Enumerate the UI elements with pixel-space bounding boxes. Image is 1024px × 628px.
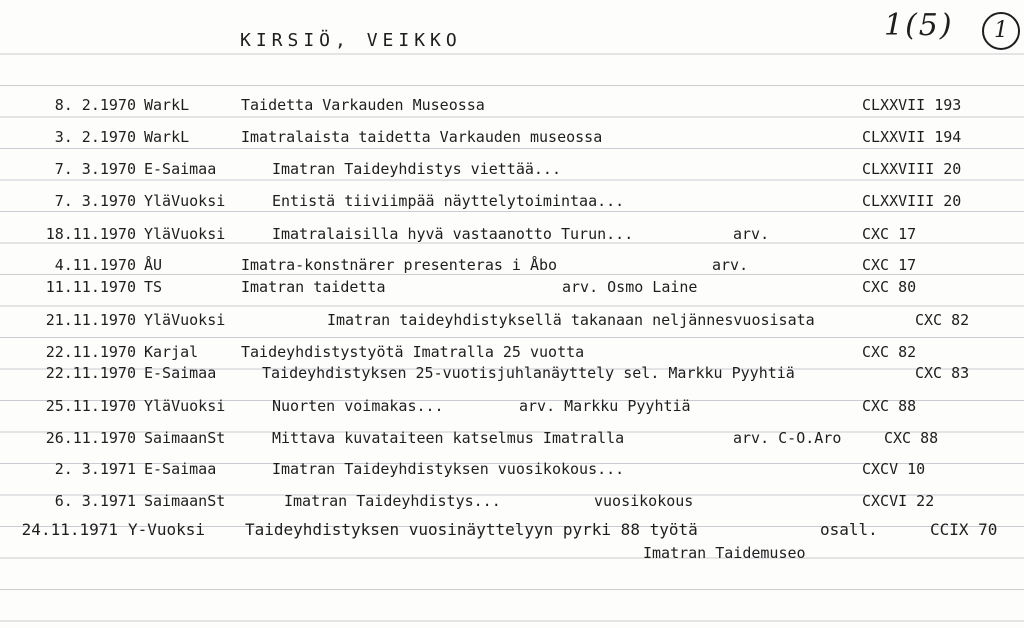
entry-source: YläVuoksi [144,397,226,415]
entry-date: 4.11.1970 [54,256,136,274]
entry-title: Imatran Taideyhdistyksen vuosikokous... [272,460,625,478]
entry-reference: CXC 80 [862,278,917,296]
entry-source: SaimaanSt [144,429,226,447]
entry-source: Karjal [144,343,199,361]
card-title: KIRSIÖ, VEIKKO [240,30,462,51]
entry-reference: CXC 83 [915,364,970,382]
entry-reference: CXC 88 [862,397,917,415]
entry-row [0,460,1024,484]
entry-note: osall. [820,520,878,539]
entry-date: 7. 3.1970 [54,160,136,178]
entry-source: YläVuoksi [144,311,226,329]
entry-row [0,160,1024,184]
entry-reference: CLXXVIII 20 [862,192,962,210]
entry-row [0,96,1024,120]
entry-row [0,278,1024,302]
entry-reference: CXCV 10 [862,460,926,478]
entry-date: 26.11.1970 [45,429,136,447]
entry-title: Taideyhdistyksen 25-vuotisjuhlanäyttely sel. Markku Pyyhtiä [262,364,795,382]
entry-reference: CXC 82 [915,311,970,329]
entry-reference: CLXXVII 194 [862,128,962,146]
entry-title: Taideyhdistyksen vuosinäyttelyyn pyrki 88 työtä [245,520,698,539]
entry-row [0,256,1024,280]
entry-title: Imatran Taideyhdistys... [284,492,501,510]
entry-date: 24.11.1971 [21,520,118,539]
entry-date: 7. 3.1970 [54,192,136,210]
entry-source: E-Saimaa [144,160,217,178]
entry-title: Imatran taideyhdistyksellä takanaan neljännesvuosisata [327,311,815,329]
entry-title: Imatralaisilla hyvä vastaanotto Turun... [272,225,634,243]
entry-reference: CXC 82 [862,343,917,361]
entry-row [0,520,1024,544]
entry-row [0,192,1024,216]
entry-note: arv. C-O.Aro [733,429,842,447]
entry-title: Taideyhdistystyötä Imatralla 25 vuotta [241,343,585,361]
entry-source: YläVuoksi [144,192,226,210]
entry-reference: CLXXVII 193 [862,96,962,114]
entry-source: WarkL [144,96,190,114]
entry-row [0,225,1024,249]
entry-date: 22.11.1970 [45,343,136,361]
entry-source: Y-Vuoksi [128,520,206,539]
entry-row [0,128,1024,152]
entry-date: 2. 3.1971 [54,460,136,478]
entry-row [0,397,1024,421]
entry-source: WarkL [144,128,190,146]
entry-title: Imatralaista taidetta Varkauden museossa [241,128,603,146]
entry-note: arv. Osmo Laine [562,278,698,296]
entry-date: 18.11.1970 [45,225,136,243]
entry-note: arv. Markku Pyyhtiä [519,397,691,415]
entry-note: arv. [733,225,770,243]
entry-date: 25.11.1970 [45,397,136,415]
entry-row [0,429,1024,453]
entry-date: 8. 2.1970 [54,96,136,114]
entry-reference: CXC 88 [884,429,939,447]
circled-number-mark: 1 [982,12,1020,50]
entry-reference: CLXXVIII 20 [862,160,962,178]
entry-row [0,364,1024,388]
entry-note: vuosikokous [594,492,694,510]
entry-source: ÅU [144,256,163,274]
entry-reference: CXC 17 [862,256,917,274]
entry-title: Imatran Taideyhdistys viettää... [272,160,561,178]
footer-note: Imatran Taidemuseo [643,544,806,562]
entry-source: E-Saimaa [144,460,217,478]
entry-title: Nuorten voimakas... [272,397,444,415]
entry-row [0,311,1024,335]
entry-reference: CCIX 70 [930,520,998,539]
entry-note: arv. [712,256,749,274]
entry-row [0,492,1024,516]
entry-date: 22.11.1970 [45,364,136,382]
entry-title: Entistä tiiviimpää näyttelytoimintaa... [272,192,625,210]
entry-title: Mittava kuvataiteen katselmus Imatralla [272,429,625,447]
entry-date: 6. 3.1971 [54,492,136,510]
entry-reference: CXC 17 [862,225,917,243]
entry-title: Imatran taidetta [241,278,386,296]
entry-source: SaimaanSt [144,492,226,510]
entry-source: TS [144,278,163,296]
entry-date: 11.11.1970 [45,278,136,296]
entry-date: 3. 2.1970 [54,128,136,146]
entry-source: E-Saimaa [144,364,217,382]
entry-title: Imatra-konstnärer presenteras i Åbo [241,256,558,274]
sheet-number-mark: 1(5) [884,8,954,43]
entry-reference: CXCVI 22 [862,492,935,510]
entry-title: Taidetta Varkauden Museossa [241,96,485,114]
entry-date: 21.11.1970 [45,311,136,329]
entry-source: YläVuoksi [144,225,226,243]
